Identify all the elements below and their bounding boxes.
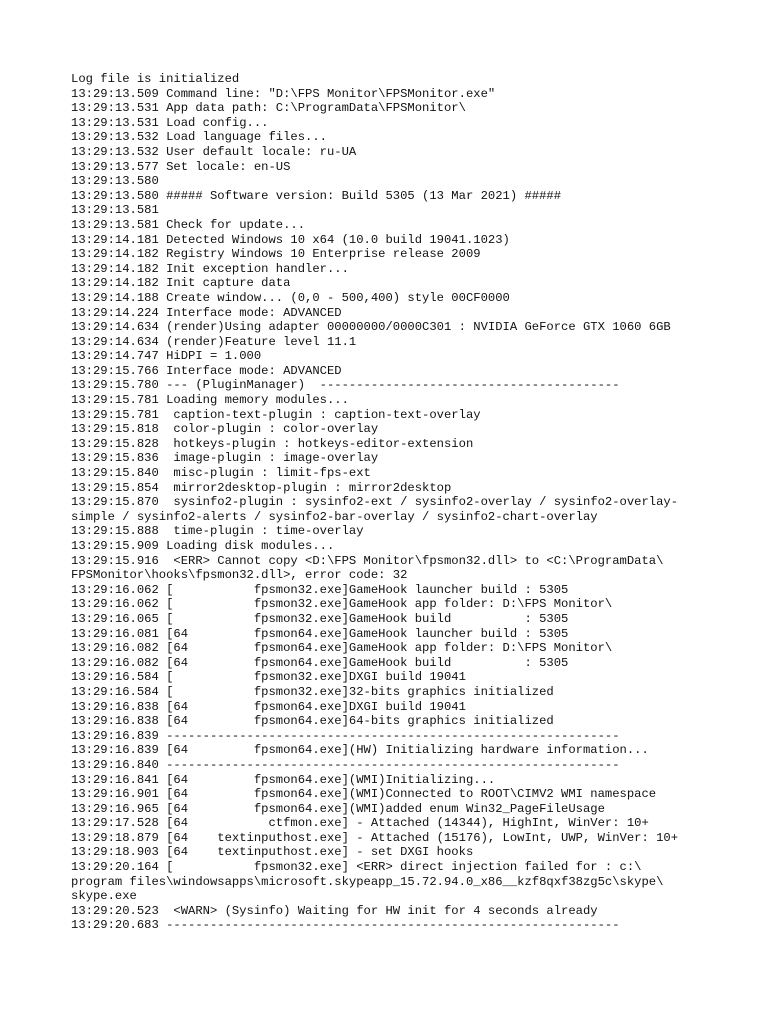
log-line: 13:29:13.581 xyxy=(71,203,159,218)
log-line: 13:29:16.062 [ fpsmon32.exe]GameHook launcher build : 5305 xyxy=(71,582,569,597)
log-line: 13:29:15.909 Loading disk modules... xyxy=(71,539,335,553)
log-line: 13:29:18.903 [64 textinputhost.exe] - set DXGI hooks xyxy=(71,845,474,860)
document-page xyxy=(71,72,711,933)
log-line: 13:29:16.965 [64 fpsmon64.exe](WMI)added enum Win32_PageFileUsage xyxy=(71,801,605,816)
log-line: 13:29:14.747 HiDPI = 1.000 xyxy=(71,349,262,364)
log-line: 13:29:13.532 Load language files... xyxy=(71,130,327,145)
log-line: 13:29:20.164 [ fpsmon32.exe] <ERR> direct injection failed for : c:\ xyxy=(71,860,642,875)
log-line: 13:29:13.581 Check for update... xyxy=(71,217,306,232)
log-line: FPSMonitor\hooks\fpsmon32.dll>, error code: 32 xyxy=(71,568,408,583)
log-line: 13:29:20.683 -------------------------------------------------------------- xyxy=(71,918,620,933)
log-text xyxy=(71,72,711,933)
log-line: 13:29:13.580 ##### Software version: Build 5305 (13 Mar 2021) ##### xyxy=(71,188,562,203)
log-line: 13:29:15.766 Interface mode: ADVANCED xyxy=(71,363,342,378)
log-line: 13:29:15.854 mirror2desktop-plugin : mirror2desktop xyxy=(71,480,452,495)
log-line: 13:29:14.224 Interface mode: ADVANCED xyxy=(71,305,342,320)
log-line: 13:29:14.188 Create window... (0,0 - 500,400) style 00CF0000 xyxy=(71,290,510,305)
log-line: program files\windowsapps\microsoft.skypeapp_15.72.94.0_x86__kzf8qxf38zg5c\skype\ xyxy=(71,874,664,889)
log-line: 13:29:16.584 [ fpsmon32.exe]32-bits graphics initialized xyxy=(71,684,554,699)
log-line: 13:29:17.528 [64 ctfmon.exe] - Attached (14344), HighInt, WinVer: 10+ xyxy=(71,816,649,831)
log-line: 13:29:13.531 App data path: C:\ProgramData\FPSMonitor\ xyxy=(71,101,466,116)
log-line: 13:29:15.870 sysinfo2-plugin : sysinfo2-ext / sysinfo2-overlay / sysinfo2-overlay- xyxy=(71,495,679,510)
log-line: 13:29:16.838 [64 fpsmon64.exe]DXGI build 19041 xyxy=(71,699,466,714)
log-line: 13:29:16.065 [ fpsmon32.exe]GameHook build : 5305 xyxy=(71,611,569,626)
log-line: 13:29:13.577 Set locale: en-US xyxy=(71,159,291,174)
log-line: 13:29:16.082 [64 fpsmon64.exe]GameHook build : 5305 xyxy=(71,655,569,670)
log-line: simple / sysinfo2-alerts / sysinfo2-bar-overlay / sysinfo2-chart-overlay xyxy=(71,509,598,524)
log-line: 13:29:15.780 --- (PluginManager) ----------------------------------------- xyxy=(71,378,620,393)
log-line: 13:29:15.781 caption-text-plugin : caption-text-overlay xyxy=(71,407,481,422)
log-line: 13:29:13.509 Command line: "D:\FPS Monitor\FPSMonitor.exe" xyxy=(71,86,496,101)
log-line: 13:29:14.634 (render)Using adapter 00000000/0000C301 : NVIDIA GeForce GTX 1060 6GB xyxy=(71,320,671,335)
log-line: skype.exe xyxy=(71,889,137,904)
log-line: 13:29:16.081 [64 fpsmon64.exe]GameHook launcher build : 5305 xyxy=(71,626,569,641)
log-line: 13:29:15.781 Loading memory modules... xyxy=(71,393,349,408)
log-line: 13:29:16.841 [64 fpsmon64.exe](WMI)Initializing... xyxy=(71,772,496,787)
log-line: 13:29:14.182 Init capture data xyxy=(71,276,291,291)
log-line: 13:29:14.182 Init exception handler... xyxy=(71,261,349,276)
log-line: 13:29:20.523 <WARN> (Sysinfo) Waiting for HW init for 4 seconds already xyxy=(71,903,598,918)
log-line: 13:29:15.840 misc-plugin : limit-fps-ext xyxy=(71,466,371,481)
log-line: 13:29:16.839 -------------------------------------------------------------- xyxy=(71,728,620,743)
log-line: 13:29:16.082 [64 fpsmon64.exe]GameHook app folder: D:\FPS Monitor\ xyxy=(71,641,613,656)
log-line: 13:29:14.182 Registry Windows 10 Enterprise release 2009 xyxy=(71,247,481,262)
log-line: 13:29:16.840 -------------------------------------------------------------- xyxy=(71,757,620,772)
log-line: 13:29:13.531 Load config... xyxy=(71,115,269,130)
log-line: 13:29:16.901 [64 fpsmon64.exe](WMI)Connected to ROOT\CIMV2 WMI namespace xyxy=(71,787,657,802)
log-line: 13:29:13.532 User default locale: ru-UA xyxy=(71,144,357,159)
log-line: 13:29:15.818 color-plugin : color-overlay xyxy=(71,422,379,437)
log-line: 13:29:15.828 hotkeys-plugin : hotkeys-editor-extension xyxy=(71,436,474,451)
log-line: 13:29:13.580 xyxy=(71,174,159,189)
log-line: 13:29:14.634 (render)Feature level 11.1 xyxy=(71,334,357,349)
log-line: 13:29:15.888 time-plugin : time-overlay xyxy=(71,524,364,539)
log-line: 13:29:18.879 [64 textinputhost.exe] - Attached (15176), LowInt, UWP, WinVer: 10+ xyxy=(71,830,679,845)
log-line: 13:29:16.062 [ fpsmon32.exe]GameHook app folder: D:\FPS Monitor\ xyxy=(71,597,613,612)
log-line: 13:29:16.838 [64 fpsmon64.exe]64-bits graphics initialized xyxy=(71,714,554,729)
log-line: 13:29:15.916 <ERR> Cannot copy <D:\FPS Monitor\fpsmon32.dll> to <C:\ProgramData\ xyxy=(71,553,664,568)
log-line: 13:29:14.181 Detected Windows 10 x64 (10.0 build 19041.1023) xyxy=(71,232,510,247)
log-line: 13:29:16.839 [64 fpsmon64.exe](HW) Initializing hardware information... xyxy=(71,743,649,758)
log-line: Log file is initialized xyxy=(71,72,240,86)
log-line: 13:29:15.836 image-plugin : image-overlay xyxy=(71,451,379,466)
log-line: 13:29:16.584 [ fpsmon32.exe]DXGI build 19041 xyxy=(71,670,466,685)
